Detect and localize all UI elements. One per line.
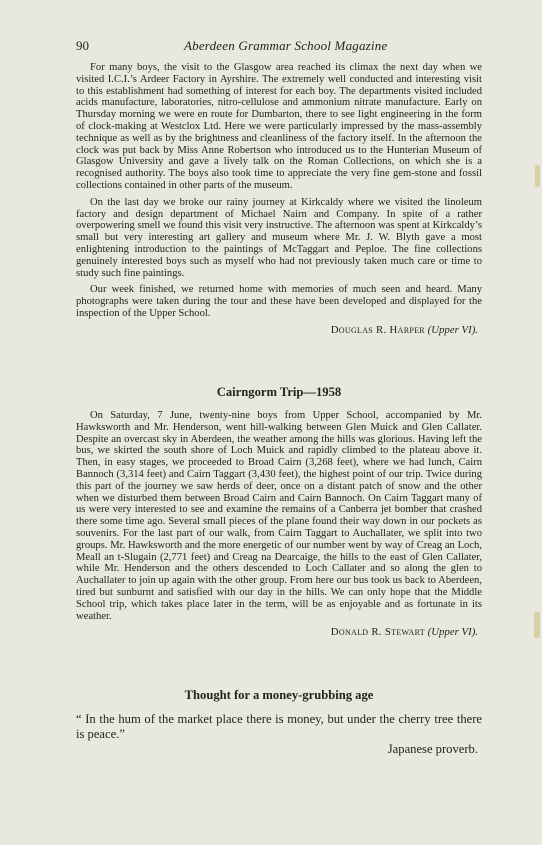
article-glasgow-tour [76, 62, 482, 337]
author-signature [76, 325, 478, 337]
section-heading: Thought for a money-grubbing age [184, 688, 374, 702]
proverb-quote: “ In the hum of the market place there is money, but under the cherry tree there is peace.” [76, 712, 482, 742]
author-name: Donald R. Stewart [330, 626, 425, 639]
paragraph: On the last day we broke our rainy journey at Kirkcaldy where we visited the linoleum factory and design department of Michael Nairn and Company. In spite of a rather overpowering smell we found this visit very instructive. The afternoon was spent at Kirkcaldy’s small but very interesting art gallery and museum where Mr. J. W. Blyth gave a most enlightening introduction to the paintings of McTaggart and Peploe. The fine collections genuinely interested boys such as myself who had not previously taken much care or time to study such fine paintings. [76, 196, 482, 279]
author-form: (Upper VI). [427, 323, 478, 336]
page-number: 90 [76, 38, 89, 53]
author-name: Douglas R. Harper [330, 323, 425, 336]
quote-attribution: Japanese proverb. [387, 742, 478, 756]
running-header [76, 38, 484, 56]
article-cairngorm-trip [76, 410, 482, 639]
paper-stain [535, 165, 540, 187]
magazine-title: Aberdeen Grammar School Magazine [184, 38, 388, 53]
paper-stain [534, 612, 540, 638]
paragraph: For many boys, the visit to the Glasgow area reached its climax the next day when we visited I.C.I.’s Ardeer Factory in Ayrshire. The extremely well conducted and interesting visit to this establishment had something of interest for each boy. The departments visited included acids manufacture, laboratories, nitro-cellulose and ammonium nitrate manufacture. Early on Thursday morning we were en route for Dumbarton, there to see light engineering in the form of clock-making at Westclox Ltd. Here we were particularly impressed by the mass-assembly technique as well as by the brightness and cleanliness of the factory itself. In the afternoon the clock was put back by Miss Anne Robertson who introduced us to the Hunterian Museum of Glasgow University and gave a lively talk on the Roman Collections, on which she is a recognised authority. The boys also took time to appreciate the very fine gem-stone and fossil collections contained in other parts of the museum. [76, 62, 482, 191]
author-signature [76, 627, 478, 639]
section-heading: Cairngorm Trip—1958 [216, 385, 342, 399]
author-form: (Upper VI). [427, 626, 478, 639]
paragraph: Our week finished, we returned home with memories of much seen and heard. Many photographs were taken during the tour and these have been developed and displayed for the inspection of the Upper School. [76, 284, 482, 319]
paragraph: On Saturday, 7 June, twenty-nine boys from Upper School, accompanied by Mr. Hawksworth and Mr. Henderson, went hill-walking between Glen Muick and Glen Callater. Despite an overcast sky in Aberdeen, the weather among the hills was glorious. Having left the bus, we skirted the south shore of Loch Muick and rapidly climbed to the plateau above it. Then, in easy stages, we proceeded to Broad Cairn (3,268 feet), where we had lunch, Cairn Bannoch (3,314 feet) and Cairn Taggart (3,430 feet), the highest point of our trip. Twice during this part of the journey we saw herds of deer, once on a distant patch of snow and the other when we disturbed them between Broad Cairn and Cairn Bannoch. On Cairn Taggart many of us were very interested to see and examine the remains of a Canberra jet bomber that crashed there some time ago. Several small pieces of the plane found their way down in our pockets as souvenirs. For the last part of our walk, from Cairn Taggart to Auchallater, we split into two groups. Mr. Hawksworth and the more energetic of our number went by way of Creag an Loch, Meall an t-Slugain (2,771 feet) and Creag na Dearcaige, the hills to the east of Glen Callater, while Mr. Henderson and the others descended to Loch Callater and so along the glen to Auchallater to join up again with the other group. From here our bus took us back to Aberdeen, tired but sunburnt and satisfied with our day in the hills. We can only hope that the Middle School trip, which takes place later in the term, will be as enjoyable and as fortunate in its weather. [76, 410, 482, 622]
